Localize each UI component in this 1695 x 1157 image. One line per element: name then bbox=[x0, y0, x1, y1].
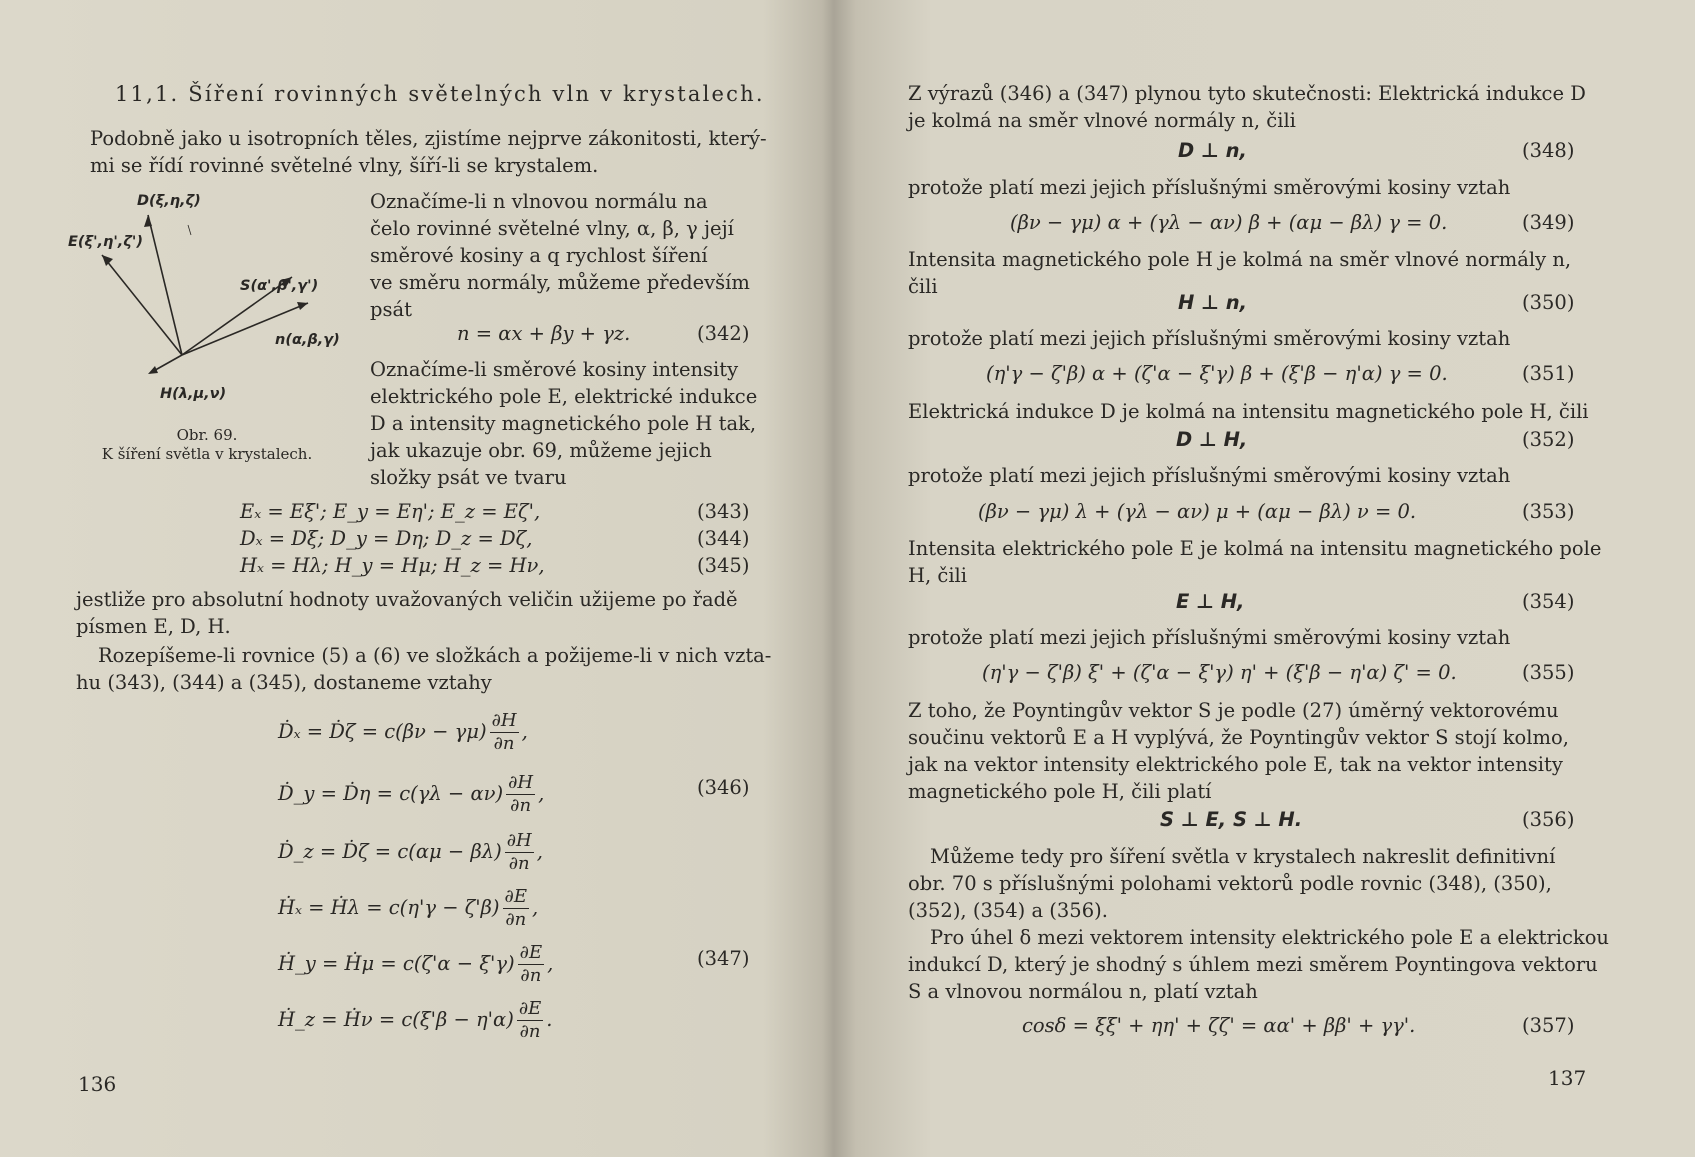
equation-number-344: (344) bbox=[697, 527, 750, 550]
equation-number-348: (348) bbox=[1522, 139, 1575, 162]
text-line: jestliže pro absolutní hodnoty uvažovaných veličin užijeme po řadě bbox=[76, 588, 738, 611]
equation-number-349: (349) bbox=[1522, 211, 1575, 234]
left-page bbox=[0, 0, 825, 1157]
equation-344: Dₓ = Dξ; D_y = Dη; D_z = Dζ, bbox=[240, 527, 533, 550]
text-line: mi se řídí rovinné světelné vlny, šíří-li se krystalem. bbox=[90, 154, 599, 177]
text-line: jak na vektor intensity elektrického pole E, tak na vektor intensity bbox=[908, 753, 1563, 776]
arrow-e bbox=[102, 255, 113, 266]
equation-lhs: Ḣₓ = Ḣλ = c(η'γ − ζ'β) bbox=[278, 896, 500, 919]
text-line: Označíme-li n vlnovou normálu na bbox=[370, 190, 708, 213]
equation-356: S ⊥ E, S ⊥ H. bbox=[1160, 808, 1303, 831]
side-paragraph-2 bbox=[370, 356, 758, 491]
equation-346-line bbox=[278, 772, 544, 817]
label-s: S(α',β',γ') bbox=[240, 278, 319, 294]
fraction-denominator: ∂n bbox=[508, 853, 530, 874]
equation-348: D ⊥ n, bbox=[1178, 139, 1247, 162]
equation-number-346: (346) bbox=[697, 776, 750, 799]
caption-line: K šíření světla v krystalech. bbox=[101, 445, 313, 463]
equation-342: n = αx + βy + γz. bbox=[457, 322, 631, 345]
equation-349: (βν − γμ) α + (γλ − αν) β + (αμ − βλ) γ = 0. bbox=[1010, 211, 1448, 234]
equation-346-line bbox=[278, 710, 528, 755]
text-353 bbox=[908, 462, 1578, 489]
equation-number-357: (357) bbox=[1522, 1014, 1575, 1037]
text-line: hu (343), (344) a (345), dostaneme vztahy bbox=[76, 671, 492, 694]
paragraph-1 bbox=[908, 80, 1586, 134]
fraction bbox=[503, 886, 529, 931]
equation-347-line bbox=[278, 942, 553, 987]
text-line: je kolmá na směr vlnové normály n, čili bbox=[908, 109, 1296, 132]
equation-347-line bbox=[278, 886, 538, 931]
equation-343: Eₓ = Eξ'; E_y = Eη'; E_z = Eζ', bbox=[240, 500, 541, 523]
fraction-numerator: ∂E bbox=[518, 998, 542, 1019]
text-line: psát bbox=[370, 298, 412, 321]
equation-tail: , bbox=[521, 720, 528, 743]
text-line: protože platí mezi jejich příslušnými směrovými kosiny vztah bbox=[908, 626, 1511, 649]
text-line: složky psát ve tvaru bbox=[370, 466, 567, 489]
fraction-numerator: ∂H bbox=[506, 830, 532, 851]
fraction-numerator: ∂E bbox=[519, 942, 543, 963]
text-line: Intensita magnetického pole H je kolmá na směr vlnové normály n, bbox=[908, 248, 1572, 271]
paragraph-4 bbox=[908, 535, 1602, 589]
text-rozepiseme bbox=[76, 642, 772, 696]
equation-tail: . bbox=[546, 1008, 553, 1031]
text-line: elektrického pole E, elektrické indukce bbox=[370, 385, 758, 408]
fraction-denominator: ∂n bbox=[505, 909, 527, 930]
text-line: indukcí D, který je shodný s úhlem mezi směrem Poyntingova vektoru bbox=[908, 953, 1598, 976]
equation-lhs: Ḋ_y = Ḋη = c(γλ − αν) bbox=[278, 782, 504, 805]
equation-tail: , bbox=[538, 782, 545, 805]
fraction-numerator: ∂H bbox=[491, 710, 517, 731]
equation-351: (η'γ − ζ'β) α + (ζ'α − ξ'γ) β + (ξ'β − η'α) γ = 0. bbox=[986, 362, 1448, 385]
equation-number-345: (345) bbox=[697, 554, 750, 577]
equation-number-350: (350) bbox=[1522, 291, 1575, 314]
text-351 bbox=[908, 325, 1578, 352]
equation-tail: , bbox=[536, 840, 543, 863]
equation-lhs: Ḋ_z = Ḋζ = c(αμ − βλ) bbox=[278, 840, 502, 863]
label-d: D(ξ,η,ζ) bbox=[137, 193, 201, 209]
fraction bbox=[506, 772, 535, 817]
text-line: Elektrická indukce D je kolmá na intensitu magnetického pole H, čili bbox=[908, 400, 1589, 423]
figure-caption bbox=[92, 426, 322, 464]
text-line: ve směru normály, můžeme především bbox=[370, 271, 750, 294]
paragraph-7 bbox=[908, 924, 1609, 1005]
chapter-header: 11,1. Šíření rovinných světelných vln v krystalech. bbox=[115, 82, 765, 106]
equation-lhs: Ḋₓ = Ḋζ = c(βν − γμ) bbox=[278, 720, 487, 743]
equation-350: H ⊥ n, bbox=[1178, 291, 1248, 314]
text-line: magnetického pole H, čili platí bbox=[908, 780, 1212, 803]
fraction bbox=[505, 830, 534, 875]
text-line: Pro úhel δ mezi vektorem intensity elektrického pole E a elektrickou bbox=[930, 926, 1609, 949]
fraction bbox=[517, 998, 543, 1043]
text-line: Z toho, že Poyntingův vektor S je podle (27) úměrný vektorovému bbox=[908, 699, 1559, 722]
text-line: písmen E, D, H. bbox=[76, 615, 231, 638]
fraction-denominator: ∂n bbox=[520, 965, 542, 986]
paragraph-5 bbox=[908, 697, 1588, 805]
text-line: protože platí mezi jejich příslušnými směrovými kosiny vztah bbox=[908, 464, 1511, 487]
equation-353: (βν − γμ) λ + (γλ − αν) μ + (αμ − βλ) ν = 0. bbox=[978, 500, 1417, 523]
text-line: protože platí mezi jejich příslušnými směrovými kosiny vztah bbox=[908, 176, 1511, 199]
text-line: čelo rovinné světelné vlny, α, β, γ její bbox=[370, 217, 734, 240]
caption-line: Obr. 69. bbox=[176, 426, 238, 444]
equation-tail: , bbox=[547, 952, 554, 975]
text-line: (352), (354) a (356). bbox=[908, 899, 1108, 922]
equation-354: E ⊥ H, bbox=[1176, 590, 1245, 613]
equation-number-354: (354) bbox=[1522, 590, 1575, 613]
text-line: Podobně jako u isotropních těles, zjistíme nejprve zákonitosti, který- bbox=[90, 127, 767, 150]
text-after-equations bbox=[76, 586, 748, 640]
equation-355: (η'γ − ζ'β) ξ' + (ζ'α − ξ'γ) η' + (ξ'β − η'α) ζ' = 0. bbox=[982, 661, 1457, 684]
page-number-left: 136 bbox=[78, 1072, 117, 1096]
text-line: S a vlnovou normálou n, platí vztah bbox=[908, 980, 1258, 1003]
text-line: H, čili bbox=[908, 564, 968, 587]
fraction-denominator: ∂n bbox=[493, 733, 515, 754]
equation-number-352: (352) bbox=[1522, 428, 1575, 451]
fraction bbox=[490, 710, 519, 755]
equation-tail: , bbox=[532, 896, 539, 919]
equation-number-353: (353) bbox=[1522, 500, 1575, 523]
right-page bbox=[838, 0, 1695, 1157]
fraction-numerator: ∂E bbox=[504, 886, 527, 907]
arrow-d bbox=[144, 215, 152, 227]
text-line: obr. 70 s příslušnými polohami vektorů podle rovnic (348), (350), bbox=[908, 872, 1552, 895]
equation-lhs: Ḣ_y = Ḣμ = c(ζ'α − ξ'γ) bbox=[278, 952, 515, 975]
equation-number-342: (342) bbox=[697, 322, 750, 345]
text-355 bbox=[908, 624, 1578, 651]
text-line: Z výrazů (346) a (347) plynou tyto skutečnosti: Elektrická indukce D bbox=[908, 82, 1586, 105]
equation-346-line bbox=[278, 830, 543, 875]
text-line: směrové kosiny a q rychlost šíření bbox=[370, 244, 708, 267]
fraction-denominator: ∂n bbox=[510, 795, 532, 816]
side-paragraph-1 bbox=[370, 188, 750, 323]
text-line: čili bbox=[908, 275, 938, 298]
paragraph-6 bbox=[908, 843, 1588, 924]
equation-number-343: (343) bbox=[697, 500, 750, 523]
text-349 bbox=[908, 174, 1578, 201]
fraction-denominator: ∂n bbox=[519, 1021, 541, 1042]
text-line: Intensita elektrického pole E je kolmá na intensitu magnetického pole bbox=[908, 537, 1602, 560]
label-n: n(α,β,γ) bbox=[275, 332, 340, 348]
arrow-n bbox=[297, 302, 308, 310]
equation-352: D ⊥ H, bbox=[1176, 428, 1248, 451]
equation-347-line bbox=[278, 998, 552, 1043]
arrow-h bbox=[148, 366, 158, 374]
page-number-right: 137 bbox=[1548, 1066, 1587, 1090]
equation-number-351: (351) bbox=[1522, 362, 1575, 385]
equation-number-347: (347) bbox=[697, 947, 750, 970]
fraction bbox=[518, 942, 544, 987]
intro-paragraph bbox=[90, 125, 767, 179]
equation-357: cosδ = ξξ' + ηη' + ζζ' = αα' + ββ' + γγ'. bbox=[1022, 1014, 1416, 1037]
equation-lhs: Ḣ_z = Ḣν = c(ξ'β − η'α) bbox=[278, 1008, 514, 1031]
text-line: Rozepíšeme-li rovnice (5) a (6) ve složkách a požijeme-li v nich vzta- bbox=[98, 644, 772, 667]
text-line: Můžeme tedy pro šíření světla v krystalech nakreslit definitivní bbox=[930, 845, 1556, 868]
text-line: D a intensity magnetického pole H tak, bbox=[370, 412, 757, 435]
equation-number-355: (355) bbox=[1522, 661, 1575, 684]
text-line: součinu vektorů E a H vyplývá, že Poyntingův vektor S stojí kolmo, bbox=[908, 726, 1569, 749]
paragraph-3 bbox=[908, 398, 1588, 425]
text-line: protože platí mezi jejich příslušnými směrovými kosiny vztah bbox=[908, 327, 1511, 350]
label-h: H(λ,μ,ν) bbox=[160, 386, 227, 402]
equation-345: Hₓ = Hλ; H_y = Hμ; H_z = Hν, bbox=[240, 554, 545, 577]
label-e: E(ξ',η',ζ') bbox=[68, 234, 143, 250]
text-line: Označíme-li směrové kosiny intensity bbox=[370, 358, 739, 381]
text-line: jak ukazuje obr. 69, můžeme jejich bbox=[370, 439, 712, 462]
fraction-numerator: ∂H bbox=[508, 772, 534, 793]
equation-number-356: (356) bbox=[1522, 808, 1575, 831]
